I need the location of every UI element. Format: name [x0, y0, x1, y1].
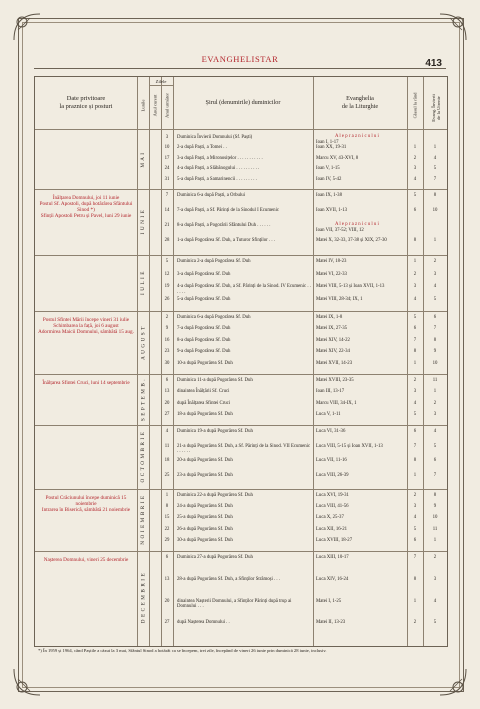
gospel-reading: Ioan XX, 19-31: [316, 145, 347, 151]
header-glas: Glasul la rând: [412, 92, 418, 119]
header-sundays: Șirul (denumirile) duminicilor: [205, 99, 281, 106]
sunday-name: Duminica 2-a după Pogorârea Sf. Duh: [177, 259, 251, 264]
feast-note: Postul Crăciunului începe duminică 15 noiembrie Intrarea în Biserică, sâmbătă 21 noiembrie: [41, 495, 131, 514]
gospel-reading: Luca XIV, 16-24: [316, 576, 349, 582]
sunday-name: 4-a după Pogorârea Sf. Duh, a Sf. Părinți de la Sinod. IV Ecumenic . . . . . .: [177, 284, 311, 295]
header-current-year: Anul curent: [152, 94, 158, 117]
gospel-reading: Matei VIII, 28-34; IX, 1: [316, 296, 363, 302]
day-current-year: 29: [164, 537, 170, 543]
day-current-year: 23: [164, 349, 170, 355]
glas-number: 8: [413, 576, 417, 582]
sunday-name: 7-a după Pogorârea Sf. Duh: [177, 326, 231, 332]
gospel-reading: Matei XVIII, 23-35: [316, 378, 354, 383]
day-current-year: 15: [164, 515, 170, 521]
gospel-reading: Matei XIV, 14-22: [316, 337, 350, 343]
day-current-year: 11: [164, 443, 170, 449]
header-bottom-rule: [35, 129, 447, 130]
page-number: 413: [425, 58, 442, 69]
glas-number: 7: [413, 555, 417, 560]
sunday-name: Duminica 27-a după Pogorârea Sf. Duh: [177, 555, 253, 560]
column-divider: [173, 77, 174, 646]
sunday-name: dinaintea Nașterii Domnului, a Sfinților Părinți după trup ai Domnului . . .: [177, 598, 292, 610]
morning-gospel-number: 2: [433, 259, 437, 264]
liturgical-calendar-table: [34, 76, 448, 647]
feast-note: Înălțarea Domnului, joi 11 iunie Postul Sf. Apostoli, după hotărârea Sfântului Sinod *) Sfinții Apostoli Petru și Pavel, luni 29 iunie: [39, 195, 133, 220]
day-current-year: 13: [164, 576, 170, 582]
day-current-year: 18: [164, 458, 170, 463]
morning-gospel-number: 9: [433, 504, 437, 510]
glas-number: 1: [413, 259, 417, 264]
day-current-year: 1: [165, 493, 169, 498]
day-current-year: 4: [165, 429, 169, 434]
glas-number: 8: [413, 238, 417, 243]
glas-number: 1: [413, 472, 417, 478]
glas-number: 4: [413, 515, 417, 521]
day-current-year: 21: [164, 223, 170, 228]
sunday-name: 8-a după Pogorârea Sf. Duh: [177, 337, 231, 343]
morning-gospel-number: 3: [433, 271, 437, 277]
header-next-year: Anul următor: [164, 93, 170, 118]
day-current-year: 22: [164, 526, 170, 532]
day-current-year: 25: [164, 472, 170, 478]
sunday-name: 24-a după Pogorârea Sf. Duh: [177, 504, 233, 510]
morning-gospel-number: 11: [432, 526, 438, 532]
glas-number: 5: [413, 315, 417, 320]
gospel-reading: Ioan V, 1-15: [316, 166, 340, 172]
day-current-year: 6: [165, 555, 169, 560]
glas-number: 6: [413, 537, 417, 543]
morning-gospel-number: 5: [433, 620, 437, 626]
sunday-name: 10-a după Pogorârea Sf. Duh: [177, 360, 233, 366]
glas-number: 4: [413, 296, 417, 302]
glas-number: 4: [413, 400, 417, 406]
morning-gospel-number: 10: [432, 208, 438, 213]
section-rule: [35, 255, 447, 256]
gospel-reading: Luca VIII, 5-15 și Ioan XVII, 1-13: [316, 443, 383, 449]
day-current-year: 7: [165, 193, 169, 198]
gospel-reading: Luca X, 25-37: [316, 515, 344, 521]
running-title: EVANGHELISTAR: [201, 54, 279, 64]
morning-gospel-number: 2: [433, 555, 437, 560]
glas-number: 1: [413, 145, 417, 151]
morning-gospel-number: 5: [433, 296, 437, 302]
month-label: S E P T E M B .: [140, 378, 146, 421]
corner-ornament-icon: [10, 10, 44, 44]
glas-number: 1: [413, 360, 417, 366]
morning-gospel-number: 5: [433, 166, 437, 172]
day-current-year: 9: [165, 326, 169, 332]
section-rule: [35, 311, 447, 312]
sunday-name: 23-a după Pogorârea Sf. Duh: [177, 472, 233, 478]
glas-number: 4: [413, 176, 417, 182]
glas-number: 7: [413, 337, 417, 343]
morning-gospel-number: 5: [433, 443, 437, 449]
header-dates: Date privitoare la praznice și posturi: [59, 95, 113, 110]
glas-number: 8: [413, 349, 417, 355]
gospel-reading: Ioan IV, 5-42: [316, 176, 342, 182]
morning-gospel-number: 10: [432, 515, 438, 521]
day-current-year: 16: [164, 337, 170, 343]
gospel-reading: Marcu XV, 43-XVI, 8: [316, 155, 359, 161]
morning-gospel-number: 2: [433, 400, 437, 406]
glas-number: 2: [413, 271, 417, 277]
glas-number: 6: [413, 326, 417, 332]
sunday-name: dinaintea Înălțării Sf. Cruci: [177, 389, 230, 395]
gospel-reading: Matei IV, 18-23: [316, 259, 347, 264]
morning-gospel-number: 6: [433, 315, 437, 320]
header-days-group: Zilele: [155, 79, 167, 84]
section-rule: [35, 374, 447, 375]
gospel-reading: Ioan I, 1-17: [316, 140, 339, 145]
gospel-reading: Ioan VII, 37-52; VIII, 12: [316, 228, 364, 233]
sunday-name: 9-a după Pogorârea Sf. Duh: [177, 349, 231, 355]
morning-gospel-number: 6: [433, 458, 437, 463]
morning-gospel-number: 10: [432, 360, 438, 366]
day-current-year: 2: [165, 315, 169, 320]
day-current-year: 3: [165, 135, 169, 140]
gospel-reading: Matei IX, 1-8: [316, 315, 343, 320]
corner-ornament-icon: [436, 665, 470, 699]
month-label: A U G U S T: [140, 325, 146, 360]
day-current-year: 14: [164, 208, 170, 213]
day-current-year: 12: [164, 271, 170, 277]
gospel-reading: Ioan IX, 1-38: [316, 193, 342, 198]
sunday-name: 5-a după Paști, a Samarinencii . . . . . . . . .: [177, 176, 257, 182]
sunday-name: 28-a după Pogorârea Sf. Duh, a Sfinților Strămoși . . .: [177, 576, 280, 582]
day-current-year: 30: [164, 360, 170, 366]
gospel-reading: Luca XVI, 19-31: [316, 493, 349, 498]
sunday-name: Duminica 22-a după Pogorârea Sf. Duh: [177, 493, 253, 498]
sunday-name: 2-a după Paști, a Tomei . .: [177, 145, 227, 151]
gospel-reading: Ioan XVII, 1-13: [316, 208, 348, 213]
glas-number: 2: [413, 493, 417, 498]
month-label: I U N I E: [140, 209, 146, 235]
gospel-reading: Luca VIII, 41-56: [316, 504, 349, 510]
day-current-year: 27: [164, 620, 170, 626]
glas-number: 2: [413, 620, 417, 626]
month-label: N O I E M B R I E: [140, 495, 146, 545]
day-current-year: 6: [165, 378, 169, 383]
sunday-name: 7-a după Paști, a Sf. Părinți de la Sinodul I Ecumenic: [177, 208, 280, 213]
day-current-year: 20: [164, 400, 170, 406]
glas-number: 2: [413, 155, 417, 161]
morning-gospel-number: 1: [433, 389, 437, 395]
morning-gospel-number: 1: [433, 537, 437, 543]
feast-marker: A l e p r a z n i c u l u i: [335, 222, 379, 227]
glas-number: 6: [413, 429, 417, 434]
header-months: Lunile: [140, 99, 146, 112]
glas-number: 3: [413, 389, 417, 395]
glas-number: 3: [413, 284, 417, 289]
gospel-reading: Marcu VIII, 34-IX, 1: [316, 400, 357, 406]
gospel-reading: Matei VI, 22-33: [316, 271, 347, 277]
header-morning-gospel: Evang. Învierii de la Utrenie: [431, 94, 441, 122]
morning-gospel-number: 1: [433, 145, 437, 151]
glas-number: 5: [413, 411, 417, 417]
morning-gospel-number: 4: [433, 598, 437, 604]
gospel-reading: Matei XVII, 14-23: [316, 360, 353, 366]
gospel-reading: Luca VI, 31-36: [316, 429, 346, 434]
month-label: I U L I E: [140, 271, 146, 295]
day-current-year: 27: [164, 411, 170, 417]
day-current-year: 13: [164, 389, 170, 395]
morning-gospel-number: 1: [433, 238, 437, 243]
sunday-name: 18-a după Pogorârea Sf. Duh: [177, 411, 233, 417]
gospel-reading: Ioan III, 13-17: [316, 389, 345, 395]
morning-gospel-number: 8: [433, 193, 437, 198]
day-current-year: 19: [164, 284, 170, 289]
feast-note: Postul Sfintei Mării începe vineri 31 iulie Schimbarea la față, joi 6 august Adormirea Maicii Domnului, sâmbătă 15 aug.: [38, 317, 134, 336]
morning-gospel-number: 8: [433, 337, 437, 343]
sunday-name: 30-a după Pogorârea Sf. Duh: [177, 537, 233, 543]
morning-gospel-number: 7: [433, 472, 437, 478]
sunday-name: 1-a după Pogorârea Sf. Duh, a Tuturor Sfinților . . .: [177, 238, 275, 243]
morning-gospel-number: 3: [433, 576, 437, 582]
corner-ornament-icon: [10, 665, 44, 699]
glas-number: 8: [413, 458, 417, 463]
sunday-name: după Înălțarea Sfintei Cruci: [177, 400, 231, 406]
sunday-name: 26-a după Pogorârea Sf. Duh: [177, 526, 233, 532]
feast-marker: A l e p r a z n i c u l u i: [335, 134, 379, 139]
month-label: M A I: [140, 152, 146, 168]
gospel-reading: Luca XVIII, 18-27: [316, 537, 353, 543]
feast-note: Nașterea Domnului, vineri 25 decembrie: [43, 557, 129, 563]
section-rule: [35, 551, 447, 552]
day-current-year: 28: [164, 238, 170, 243]
day-current-year: 5: [165, 259, 169, 264]
sunday-name: 3-a după Pogorârea Sf. Duh: [177, 271, 231, 277]
day-current-year: 20: [164, 598, 170, 604]
morning-gospel-number: 3: [433, 411, 437, 417]
column-divider: [149, 77, 150, 646]
sunday-name: Duminica 6-a după Paști, a Orbului: [177, 193, 245, 198]
gospel-reading: Matei VIII, 5-13 și Ioan XVII, 1-13: [316, 284, 385, 289]
day-current-year: 17: [164, 155, 170, 161]
morning-gospel-number: 9: [433, 349, 437, 355]
morning-gospel-number: 7: [433, 326, 437, 332]
glas-number: 3: [413, 504, 417, 510]
day-current-year: 26: [164, 296, 170, 302]
gospel-reading: Luca VIII, 26-39: [316, 472, 349, 478]
day-current-year: 24: [164, 166, 170, 172]
gospel-reading: Luca XIII, 10-17: [316, 555, 349, 560]
glas-number: 5: [413, 526, 417, 532]
footnote: *) În 1959 și 1964, când Paștile a căzut la 3 mai, Sfântul Sinod a hotărât ca se începem, trei zile, începând de vineri 26 iunie prin duminică 28 iunie, inclusiv.: [38, 648, 327, 653]
sunday-name: Duminica Învierii Domnului (Sf. Paști): [177, 135, 253, 140]
column-divider: [137, 77, 138, 646]
sunday-name: 4-a după Paști, a Slăbănogului . . . . . . . . . .: [177, 166, 260, 172]
gospel-reading: Luca V, 1-11: [316, 411, 341, 417]
morning-gospel-number: 4: [433, 284, 437, 289]
morning-gospel-number: 4: [433, 429, 437, 434]
glas-number: 1: [413, 598, 417, 604]
sunday-name: 21-a după Pogorârea Sf. Duh, a Sf. Părinți de la Sinod. VII Ecumenic . . . . . .: [177, 443, 311, 455]
gospel-reading: Matei IX, 27-35: [316, 326, 348, 332]
header-rule: [34, 68, 446, 69]
gospel-reading: Luca XII, 16-21: [316, 526, 348, 532]
gospel-reading: Matei X, 32-33, 37-38 și XIX, 27-30: [316, 238, 387, 243]
morning-gospel-number: 7: [433, 176, 437, 182]
gospel-reading: Matei II, 13-23: [316, 620, 346, 626]
glas-number: 6: [413, 208, 417, 213]
day-current-year: 10: [164, 145, 170, 151]
gospel-reading: Matei XIV, 22-34: [316, 349, 350, 355]
sunday-name: 25-a după Pogorârea Sf. Duh: [177, 515, 233, 521]
sunday-name: 3-a după Paști, a Mironosițelor . . . . . . . . . . .: [177, 155, 263, 161]
glas-number: 3: [413, 166, 417, 172]
morning-gospel-number: 8: [433, 493, 437, 498]
sunday-name: 20-a după Pogorârea Sf. Duh: [177, 458, 233, 463]
section-rule: [35, 425, 447, 426]
header-gospel: Evanghelia de la Liturghie: [341, 95, 379, 110]
day-current-year: 8: [165, 504, 169, 510]
morning-gospel-number: 4: [433, 155, 437, 161]
glas-number: 7: [413, 443, 417, 449]
month-label: O C T O M B R I E: [140, 431, 146, 483]
morning-gospel-number: 11: [432, 378, 438, 383]
corner-ornament-icon: [436, 10, 470, 44]
sunday-name: 5-a după Pogorârea Sf. Duh: [177, 296, 231, 302]
feast-note: Înălțarea Sfintei Cruci, luni 14 septembrie: [42, 380, 130, 386]
day-current-year: 31: [164, 176, 170, 182]
sunday-name: după Nașterea Domnului . .: [177, 620, 230, 626]
gospel-reading: Luca VII, 11-16: [316, 458, 347, 463]
glas-number: 2: [413, 378, 417, 383]
sunday-name: Duminica 19-a după Pogorârea Sf. Duh: [177, 429, 253, 434]
column-divider: [313, 77, 314, 646]
month-label: D E C E M B R I E: [140, 572, 146, 623]
sunday-name: 8-a după Paști, a Pogorârii Sfântului Duh . . . . . .: [177, 223, 271, 228]
section-rule: [35, 489, 447, 490]
sunday-name: Duminica 6-a după Pogorârea Sf. Duh: [177, 315, 251, 320]
gospel-reading: Matei I, 1-25: [316, 598, 342, 604]
glas-number: 5: [413, 193, 417, 198]
section-rule: [35, 189, 447, 190]
sunday-name: Duminica 11-a după Pogorârea Sf. Duh: [177, 378, 253, 383]
